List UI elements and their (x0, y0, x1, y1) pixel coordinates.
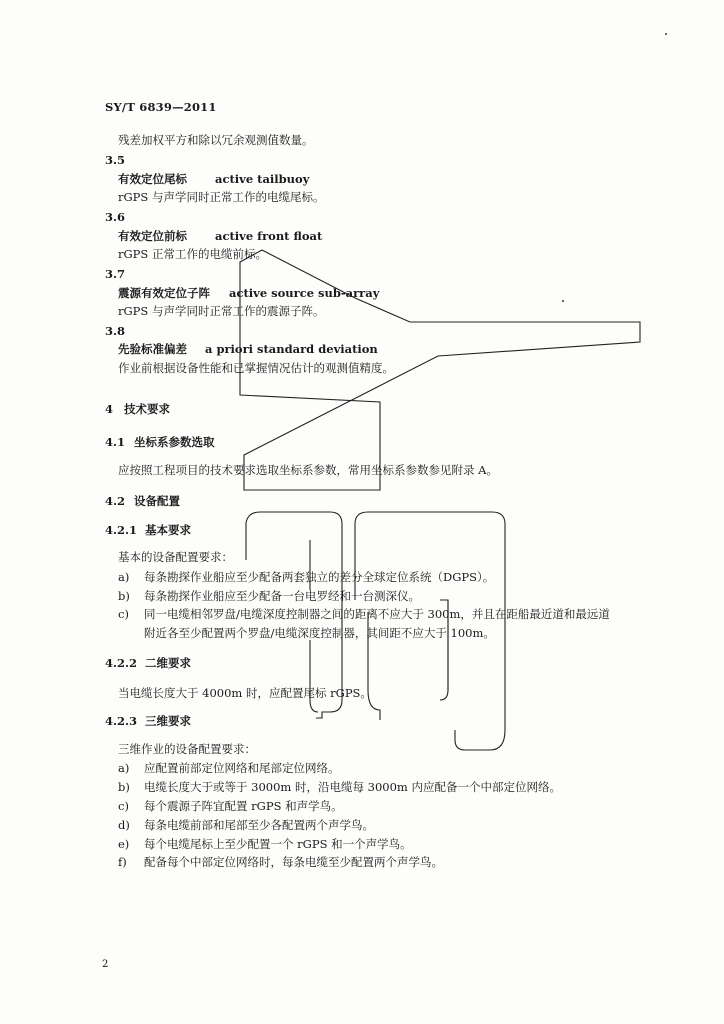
clause-number: 3.6 (105, 210, 126, 224)
list-item-continuation: 附近各至少配置两个罗盘/电缆深度控制器，其间距不应大于 100m。 (144, 626, 495, 640)
section-title: 设备配置 (134, 494, 180, 508)
term-definition: rGPS 与声学同时正常工作的电缆尾标。 (118, 190, 325, 204)
list-item-label: c) (118, 607, 129, 621)
section-title: 三维要求 (145, 714, 191, 728)
scan-speck (562, 300, 564, 302)
list-item: 每个电缆尾标上至少配置一个 rGPS 和一个声学鸟。 (144, 837, 412, 851)
term-definition: rGPS 正常工作的电缆前标。 (118, 247, 267, 261)
section-title: 基本要求 (145, 523, 191, 537)
section-number: 4.1 (105, 435, 126, 449)
clause-3-4-continuation: 残差加权平方和除以冗余观测值数量。 (118, 133, 314, 147)
list-item-label: e) (118, 837, 130, 851)
list-item: 同一电缆相邻罗盘/电缆深度控制器之间的距离不应大于 300m，并且在距船最近道和最远道 (144, 607, 610, 621)
section-number: 4.2 (105, 494, 126, 508)
list-intro: 基本的设备配置要求： (118, 550, 233, 564)
list-item-label: b) (118, 589, 130, 603)
clause-number: 3.8 (105, 324, 126, 338)
term-chinese: 有效定位前标 (118, 229, 187, 243)
term-definition: rGPS 与声学同时正常工作的震源子阵。 (118, 304, 325, 318)
paragraph: 应按照工程项目的技术要求选取坐标系参数，常用坐标系参数参见附录 A。 (118, 463, 498, 477)
section-number: 4.2.1 (105, 523, 138, 537)
paragraph: 当电缆长度大于 4000m 时，应配置尾标 rGPS。 (118, 686, 372, 700)
term-english: active tailbuoy (215, 172, 310, 186)
section-number: 4.2.3 (105, 714, 138, 728)
list-item-label: f) (118, 855, 127, 869)
clause-number: 3.7 (105, 267, 126, 281)
list-item-label: b) (118, 780, 130, 794)
term-definition: 作业前根据设备性能和已掌握情况估计的观测值精度。 (118, 361, 394, 375)
standard-number-header: SY/T 6839—2011 (105, 100, 217, 114)
section-number: 4.2.2 (105, 656, 138, 670)
list-item-label: c) (118, 799, 129, 813)
list-item: 应配置前部定位网络和尾部定位网络。 (144, 761, 340, 775)
section-title: 技术要求 (124, 402, 170, 416)
section-number: 4 (105, 402, 114, 416)
list-item: 电缆长度大于或等于 3000m 时，沿电缆每 3000m 内应配备一个中部定位网络。 (144, 780, 561, 794)
list-item-label: a) (118, 761, 130, 775)
list-item: 每条电缆前部和尾部至少各配置两个声学鸟。 (144, 818, 374, 832)
list-intro: 三维作业的设备配置要求： (118, 742, 256, 756)
term-english: active source sub-array (229, 286, 380, 300)
term-chinese: 有效定位尾标 (118, 172, 187, 186)
section-title: 二维要求 (145, 656, 191, 670)
list-item: 每条勘探作业船应至少配备两套独立的差分全球定位系统（DGPS）。 (144, 570, 495, 584)
term-chinese: 震源有效定位子阵 (118, 286, 210, 300)
term-english: active front float (215, 229, 323, 243)
list-item-label: a) (118, 570, 130, 584)
page-number: 2 (102, 959, 109, 970)
list-item: 配备每个中部定位网络时，每条电缆至少配置两个声学鸟。 (144, 855, 443, 869)
section-title: 坐标系参数选取 (134, 435, 215, 449)
list-item: 每个震源子阵宜配置 rGPS 和声学鸟。 (144, 799, 343, 813)
clause-number: 3.5 (105, 153, 126, 167)
list-item: 每条勘探作业船应至少配备一台电罗经和一台测深仪。 (144, 589, 420, 603)
term-english: a priori standard deviation (205, 342, 378, 356)
list-item-label: d) (118, 818, 130, 832)
scan-speck (665, 33, 667, 35)
term-chinese: 先验标准偏差 (118, 342, 187, 356)
